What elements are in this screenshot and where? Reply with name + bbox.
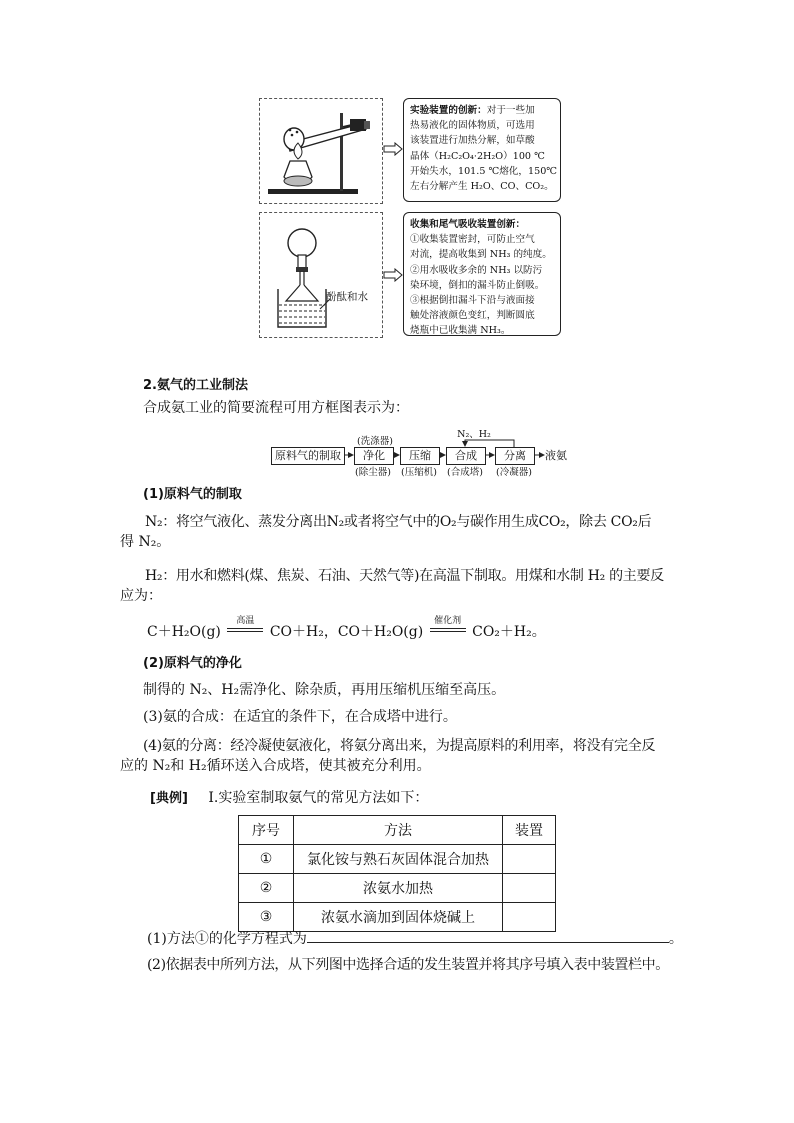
methods-table (238, 815, 556, 932)
apparatus-frame-2 (259, 212, 383, 338)
text-line: 应为： (120, 588, 162, 604)
note-line: 烧瓶中已收集满 NH₃。 (410, 325, 511, 337)
note-line: 触处溶液颜色变红，判断圆底 (410, 310, 535, 322)
reaction-equations (147, 616, 707, 642)
note-lead: 实验装置的创新： (410, 105, 487, 116)
flow-caption-above: (洗涤器) (357, 436, 393, 447)
arrow-right-icon (383, 268, 403, 282)
note-collection-innovation (403, 212, 561, 336)
note-line: ②用水吸收多余的 NH₃ 以防污 (410, 264, 543, 276)
note-line: 左右分解产生 H₂O、CO、CO₂。 (410, 181, 554, 193)
table-cell: 氯化铵与熟石灰固体混合加热 (294, 845, 503, 874)
question-1 (147, 928, 707, 949)
flow-step: 分离 (495, 447, 535, 465)
flow-step: 合成 (446, 447, 486, 465)
example-intro (150, 788, 710, 809)
table-header-row (239, 816, 556, 845)
sub-heading: (1)原料气的制取 (143, 487, 242, 502)
flow-step: 压缩 (400, 447, 440, 465)
table-cell: 浓氨水加热 (294, 874, 503, 903)
note-lead: 收集和尾气吸收装置创新： (410, 219, 526, 230)
note-line: 开始失水，101.5 ℃熔化，150℃ (410, 165, 558, 177)
table-cell-blank[interactable] (503, 845, 556, 874)
equation-part: C＋H₂O(g) (147, 624, 221, 640)
equation-part: CO₂＋H₂。 (472, 624, 546, 640)
apparatus-label: 酚酞和水 (326, 291, 368, 303)
arrow-right-icon (383, 142, 403, 156)
paragraph-n2 (120, 512, 680, 552)
table-header: 序号 (239, 816, 294, 845)
table-cell: ① (239, 845, 294, 874)
text-line: 得 N₂。 (120, 534, 171, 550)
reaction-condition: 高温 (236, 616, 255, 626)
note-line: 晶体（H₂C₂O₄·2H₂O）100 ℃ (410, 150, 545, 162)
text-line: 应的 N₂和 H₂循环送入合成塔，使其被充分利用。 (120, 758, 431, 774)
example-label: [典例] (150, 791, 188, 806)
flow-step: 原料气的制取 (271, 447, 345, 465)
note-line: ①收集装置密封，可防止空气 (410, 234, 535, 246)
flow-caption-below: (除尘器) (355, 467, 391, 478)
text-line: H₂：用水和燃料(煤、焦炭、石油、天然气等)在高温下制取。用煤和水制 H₂ 的主要反 (145, 568, 664, 584)
sub-heading: (2)原料气的净化 (143, 656, 242, 671)
section-heading: 2.氨气的工业制法 (143, 378, 248, 393)
table-row (239, 845, 556, 874)
heating-apparatus-illustration (260, 99, 382, 203)
paragraph-h2 (120, 566, 680, 606)
table-row (239, 874, 556, 903)
flow-product: 液氨 (545, 449, 567, 462)
section-intro: 合成氨工业的简要流程可用方框图表示为： (143, 400, 409, 416)
collection-apparatus-illustration (260, 213, 382, 337)
question-end: 。 (668, 931, 683, 947)
note-line: 热易液化的固体物质，可选用 (410, 120, 535, 132)
note-line: ③根据倒扣漏斗下沿与液面接 (410, 295, 535, 307)
answer-blank[interactable] (307, 928, 669, 943)
note-apparatus-innovation (403, 98, 561, 202)
note-line: 该装置进行加热分解，如草酸 (410, 135, 535, 147)
table-header: 方法 (294, 816, 503, 845)
table-cell: 浓氨水滴加到固体烧碱上 (294, 903, 503, 932)
flow-step: 净化 (354, 447, 394, 465)
note-line: 对流，提高收集到 NH₃ 的纯度。 (410, 249, 552, 261)
flow-caption-below: (压缩机) (401, 467, 437, 478)
flow-caption-below: (冷凝器) (496, 467, 532, 478)
text-line: N₂：将空气液化、蒸发分离出N₂或者将空气中的O₂与碳作用生成CO₂，除去 CO₂后 (145, 514, 652, 530)
equation-part: CO＋H₂，CO＋H₂O(g) (269, 624, 424, 640)
flow-caption-below: (合成塔) (447, 467, 483, 478)
paragraph-synthesis: (3)氨的合成：在适宜的条件下，在合成塔中进行。 (143, 709, 457, 725)
question-text: (1)方法①的化学方程式为 (147, 931, 307, 947)
note-line: 对于一些加 (486, 105, 535, 116)
table-cell: ② (239, 874, 294, 903)
note-line: 染环境，倒扣的漏斗防止倒吸。 (410, 279, 545, 291)
table-cell-blank[interactable] (503, 874, 556, 903)
question-2: (2)依据表中所列方法，从下列图中选择合适的发生装置并将其序号填入表中装置栏中。 (147, 957, 669, 973)
example-text: Ⅰ.实验室制取氨气的常见方法如下： (208, 790, 429, 806)
text-line: (4)氨的分离：经冷凝使氨液化，将氨分离出来，为提高原料的利用率，将没有完全反 (143, 738, 656, 754)
table-header: 装置 (503, 816, 556, 845)
paragraph-purification: 制得的 N₂、H₂需净化、除杂质，再用压缩机压缩至高压。 (143, 682, 506, 698)
flow-caption-above: N₂、H₂ (457, 429, 491, 440)
paragraph-separation (120, 736, 680, 776)
table-cell: ③ (239, 903, 294, 932)
apparatus-frame-1 (259, 98, 383, 204)
reaction-condition: 催化剂 (434, 616, 462, 626)
